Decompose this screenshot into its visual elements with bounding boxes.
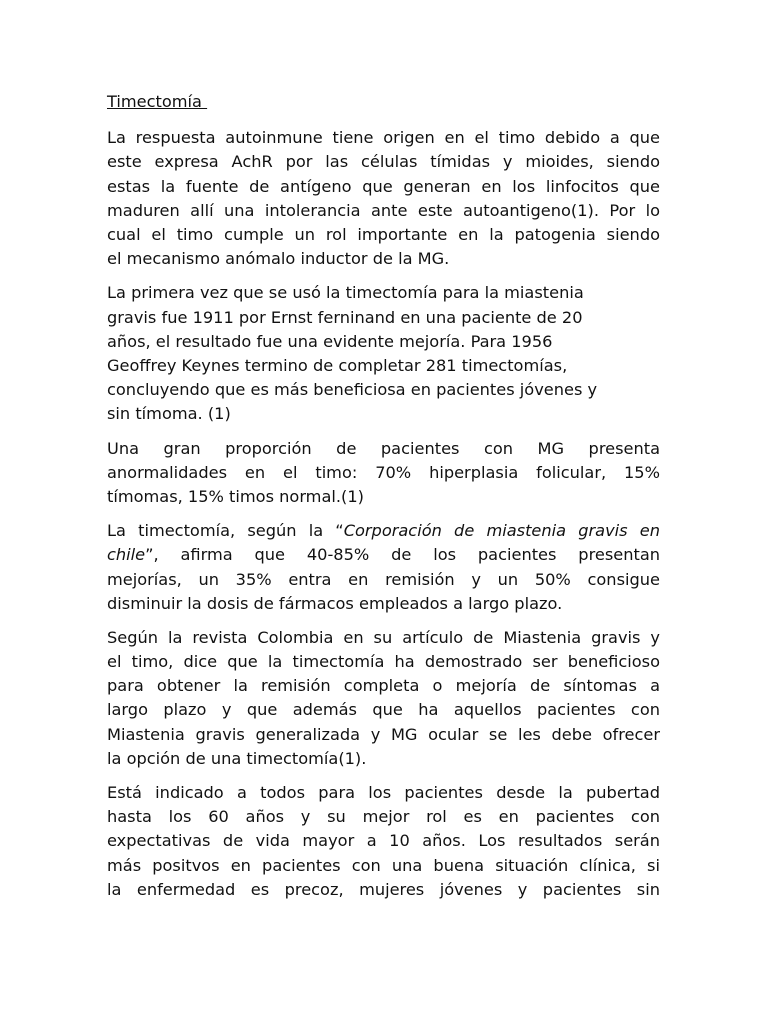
text-run: ”, afirma que 40-85% de los pacientes presentan <box>145 545 660 565</box>
text-line: La primera vez que se usó la timectomía para la miastenia <box>107 283 584 303</box>
paragraph-history <box>107 281 660 426</box>
text-line: para obtener la remisión completa o mejoría de síntomas a <box>107 676 660 696</box>
text-line: Está indicado a todos para los pacientes desde la pubertad <box>107 783 660 803</box>
text-line: gravis fue 1911 por Ernst ferninand en una paciente de 20 <box>107 307 583 327</box>
text-line: el timo, dice que la timectomía ha demostrado ser beneficioso <box>107 652 660 672</box>
text-line: anormalidades en el timo: 70% hiperplasia folicular, 15% <box>107 462 660 482</box>
paragraph-colombia-journal <box>107 626 660 771</box>
text-line: mejorías, un 35% entra en remisión y un 50% consigue <box>107 569 660 589</box>
section-heading: Timectomía <box>107 92 208 111</box>
text-line: tímomas, 15% timos normal.(1) <box>107 486 364 506</box>
text-line: años, el resultado fue una evidente mejoría. Para 1956 <box>107 331 553 351</box>
text-line: hasta los 60 años y su mejor rol es en pacientes con <box>107 807 660 827</box>
text-line: maduren allí una intolerancia ante este autoantigeno(1). Por lo <box>107 200 660 220</box>
paragraph-indications <box>107 781 660 902</box>
text-line: concluyendo que es más beneficiosa en pacientes jóvenes y <box>107 380 598 400</box>
text-line: largo plazo y que además que ha aquellos pacientes con <box>107 700 660 720</box>
text-line: estas la fuente de antígeno que generan en los linfocitos que <box>107 176 660 196</box>
text-run: La timectomía, según la “ <box>107 521 344 541</box>
text-line: disminuir la dosis de fármacos empleados a largo plazo. <box>107 593 563 613</box>
text-line: sin tímoma. (1) <box>107 404 231 424</box>
paragraph-thymus-abnormalities <box>107 437 660 510</box>
text-line: Según la revista Colombia en su artículo de Miastenia gravis y <box>107 627 660 647</box>
text-line: Miastenia gravis generalizada y MG ocular se les debe ofrecer <box>107 724 660 744</box>
text-line <box>107 519 660 543</box>
text-line: La respuesta autoinmune tiene origen en el timo debido a que <box>107 128 660 148</box>
text-line: más positvos en pacientes con una buena situación clínica, si <box>107 855 660 875</box>
text-line: cual el timo cumple un rol importante en la patogenia siendo <box>107 224 660 244</box>
paragraph-autoimmune-origin <box>107 126 660 271</box>
text-line: este expresa AchR por las células tímidas y mioides, siendo <box>107 152 660 172</box>
text-line: el mecanismo anómalo inductor de la MG. <box>107 249 450 269</box>
italic-citation: chile <box>107 545 146 565</box>
text-line: la enfermedad es precoz, mujeres jóvenes y pacientes sin <box>107 879 660 899</box>
text-line <box>107 543 660 567</box>
text-line: Una gran proporción de pacientes con MG presenta <box>107 438 660 458</box>
paragraph-corporation-statistics <box>107 519 660 616</box>
text-line: la opción de una timectomía(1). <box>107 748 367 768</box>
document-body <box>107 90 660 912</box>
text-line: expectativas de vida mayor a 10 años. Los resultados serán <box>107 831 660 851</box>
italic-citation: Corporación de miastenia gravis en <box>343 521 660 541</box>
text-line: Geoffrey Keynes termino de completar 281 timectomías, <box>107 355 568 375</box>
